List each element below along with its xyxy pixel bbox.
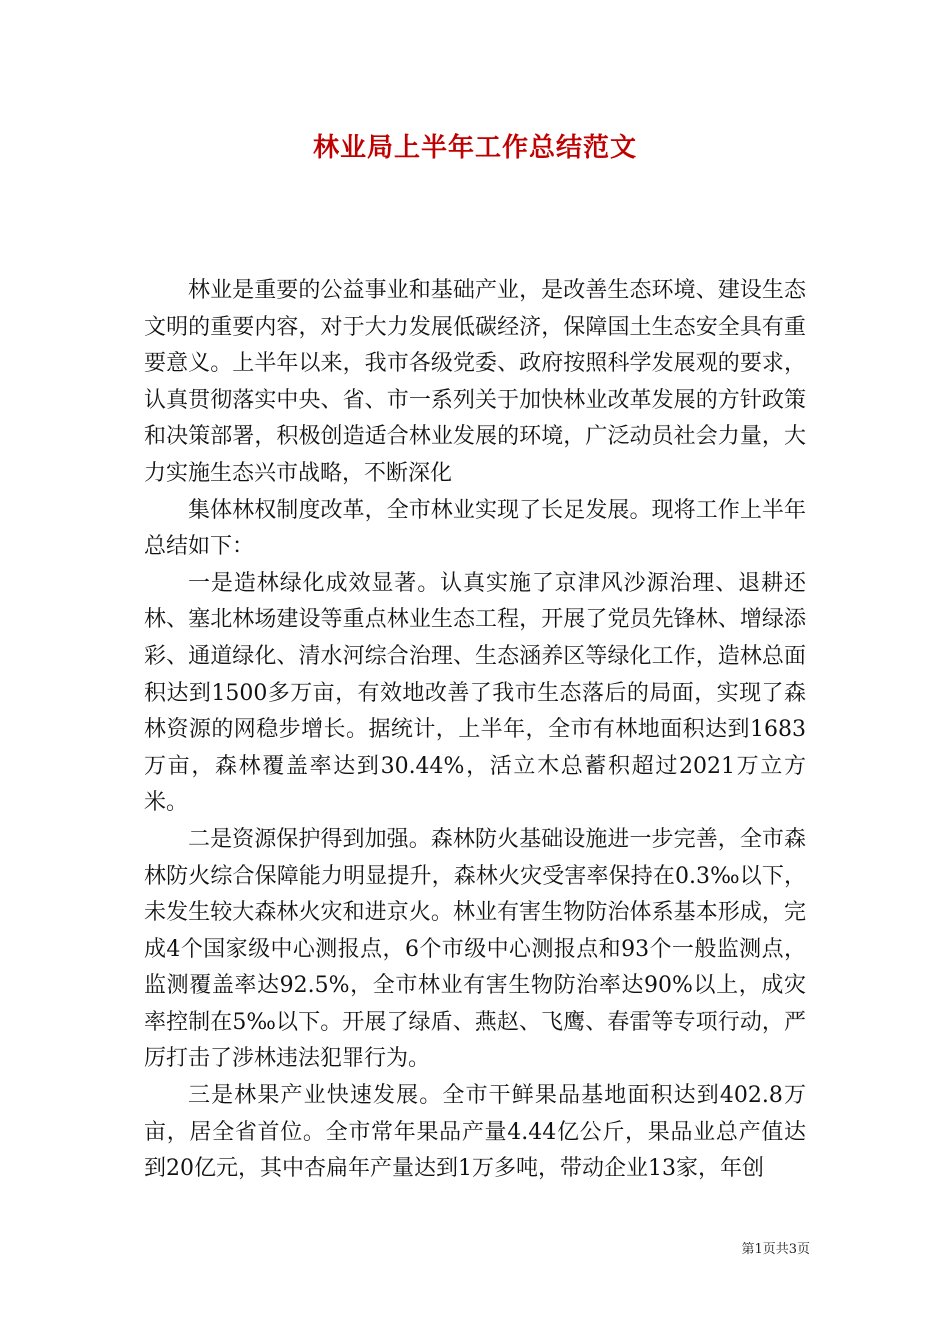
paragraph-intro: 林业是重要的公益事业和基础产业，是改善生态环境、建设生态文明的重要内容，对于大力发展低碳经济，保障国土生态安全具有重要意义。上半年以来，我市各级党委、政府按照科学发展观的要求，认真贯彻落实中央、省、市一系列关于加快林业改革发展的方针政策和决策部署，积极创造适合林业发展的环境，广泛动员社会力量，大力实施生态兴市战略，不断深化 — [144, 278, 806, 486]
paragraph-fruit-industry: 三是林果产业快速发展。全市干鲜果品基地面积达到402.8万亩，居全省首位。全市常年果品产量4.44亿公斤，果品业总产值达到20亿元，其中杏扁年产量达到1万多吨，带动企业13家，年创 — [144, 1083, 806, 1182]
paragraph-summary: 集体林权制度改革，全市林业实现了长足发展。现将工作上半年总结如下： — [144, 497, 806, 560]
page-number: 第1页共3页 — [741, 1242, 810, 1257]
document-title: 林业局上半年工作总结范文 — [312, 133, 637, 163]
document-body — [144, 273, 806, 1188]
paragraph-afforestation: 一是造林绿化成效显著。认真实施了京津风沙源治理、退耕还林、塞北林场建设等重点林业生态工程，开展了党员先锋林、增绿添彩、通道绿化、清水河综合治理、生态涵养区等绿化工作，造林总面积达到1500多万亩，有效地改善了我市生态落后的局面，实现了森林资源的网稳步增长。据统计，上半年，全市有林地面积达到1683万亩，森林覆盖率达到30.44%，活立木总蓄积超过2021万立方米。 — [144, 570, 806, 816]
paragraph-resource-protection: 二是资源保护得到加强。森林防火基础设施进一步完善，全市森林防火综合保障能力明显提升，森林火灾受害率保持在0.3‰以下，未发生较大森林火灾和进京火。林业有害生物防治体系基本形成，完成4个国家级中心测报点，6个市级中心测报点和93个一般监测点，监测覆盖率达92.5%，全市林业有害生物防治率达90%以上，成灾率控制在5‰以下。开展了绿盾、燕赵、飞鹰、春雷等专项行动，严厉打击了涉林违法犯罪行为。 — [144, 826, 806, 1072]
